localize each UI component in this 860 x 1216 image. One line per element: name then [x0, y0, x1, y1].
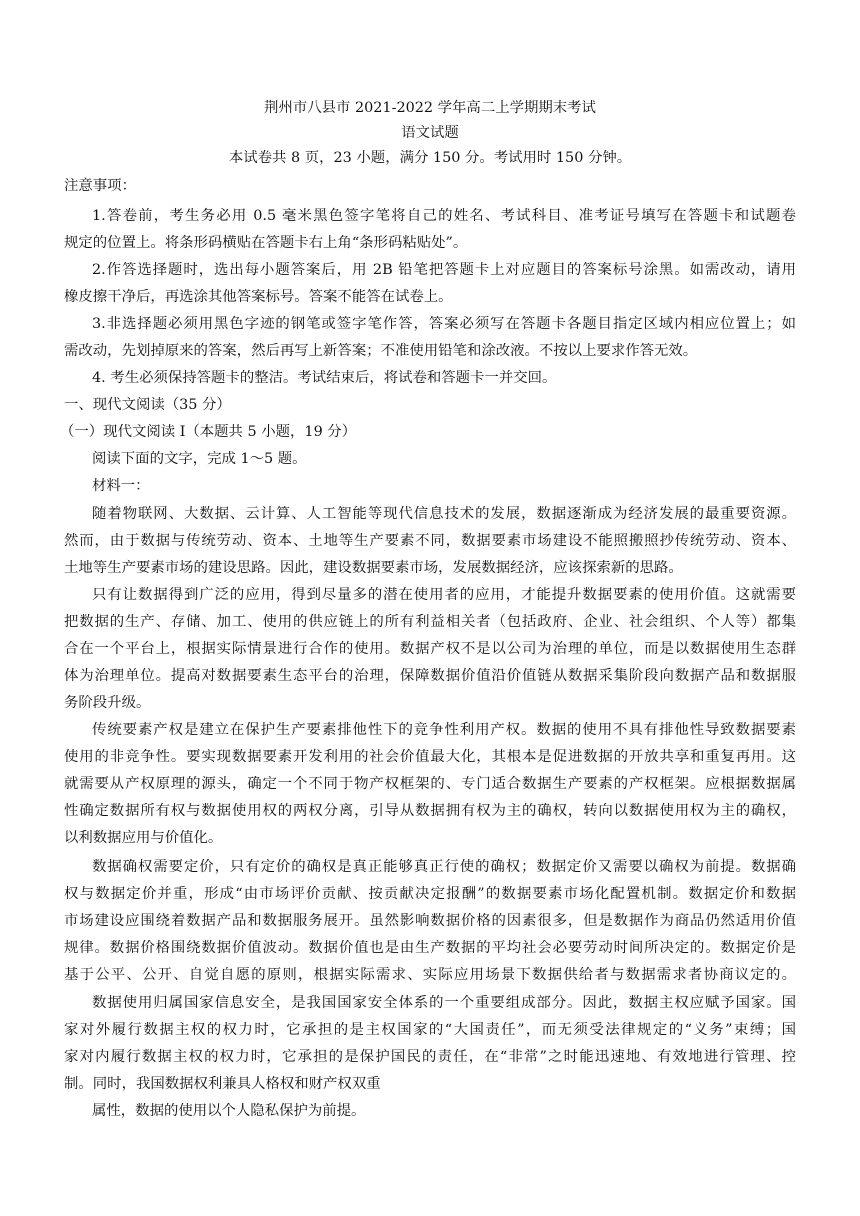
notice-heading: 注意事项：	[64, 178, 136, 194]
passage-line: 以利数据应用与价值化。	[64, 830, 223, 846]
notice-line: 1.答卷前，考生务必用 0.5 毫米黑色签字笔将自己的姓名、考试科目、准考证号填写在答题卡和试题卷	[92, 208, 796, 224]
material-label: 材料一：	[92, 478, 150, 494]
exam-title: 荆州市八县市 2021-2022 学年高二上学期期末考试	[264, 100, 596, 116]
passage-line: 就需要从产权原理的源头，确定一个不同于物产权框架的、专门适合数据生产要素的产权框架。应根据数据属	[64, 776, 796, 792]
passage-line: 市场建设应围绕着数据产品和数据服务展开。虽然影响数据价格的因素很多，但是数据作为商品仍然适用价值	[64, 913, 796, 929]
passage-line: 家对内履行数据主权的权力时，它承担的是保护国民的责任，在“非常”之时能迅速地、有效地进行管理、控	[64, 1049, 796, 1065]
passage-line: 家对外履行数据主权的权力时，它承担的是主权国家的“大国责任”，而无须受法律规定的“义务”束缚；国	[64, 1022, 796, 1038]
passage-line: 规律。数据价格围绕数据价值波动。数据价值也是由生产数据的平均社会必要劳动时间所决定的。数据定价是	[64, 940, 796, 956]
notice-line: 2.作答选择题时，选出每小题答案后，用 2B 铅笔把答题卡上对应题目的答案标号涂黑。如需改动，请用	[92, 262, 796, 278]
subsection-heading: （一）现代文阅读 I（本题共 5 小题，19 分）	[60, 424, 357, 440]
passage-line: 体为治理单位。提高对数据要素生态平台的治理，保障数据价值沿价值链从数据采集阶段向数据产品和数据服	[64, 668, 796, 684]
passage-line: 然而，由于数据与传统劳动、资本、土地等生产要素不同，数据要素市场建设不能照搬照抄传统劳动、资本、	[64, 533, 796, 549]
passage-line: 把数据的生产、存储、加工、使用的供应链上的所有利益相关者（包括政府、企业、社会组织、个人等）都集	[64, 614, 796, 630]
passage-line: 土地等生产要素市场的建设思路。因此，建设数据要素市场，发展数据经济，应该探索新的思路。	[64, 560, 683, 576]
passage-line: 合在一个平台上，根据实际情景进行合作的使用。数据产权不是以公司为治理的单位，而是以数据使用生态群	[64, 641, 796, 657]
passage-line: 数据使用归属国家信息安全，是我国国家安全体系的一个重要组成部分。因此，数据主权应赋予国家。国	[92, 995, 796, 1011]
reading-instruction: 阅读下面的文字，完成 1～5 题。	[92, 451, 307, 467]
notice-line: 橡皮擦干净后，再选涂其他答案标号。答案不能答在试卷上。	[64, 289, 453, 305]
section-heading: 一、现代文阅读（35 分）	[64, 397, 231, 413]
notice-line: 规定的位置上。将条形码横贴在答题卡右上角“条形码粘贴处”。	[64, 235, 468, 251]
passage-line: 属性，数据的使用以个人隐私保护为前提。	[92, 1103, 366, 1119]
passage-line: 使用的非竞争性。要实现数据要素开发利用的社会价值最大化，其根本是促进数据的开放共享和重复再用。这	[64, 749, 796, 765]
passage-line: 只有让数据得到广泛的应用，得到尽量多的潜在使用者的应用，才能提升数据要素的使用价值。这就需要	[92, 587, 796, 603]
passage-line: 制。同时，我国数据权利兼具人格权和财产权双重	[64, 1076, 381, 1092]
passage-line: 基于公平、公开、自觉自愿的原则，根据实际需求、实际应用场景下数据供给者与数据需求者协商议定的。	[64, 967, 796, 983]
notice-line: 3.非选择题必须用黑色字迹的钢笔或签字笔作答，答案必须写在答题卡各题目指定区域内相应位置上；如	[92, 316, 796, 332]
passage-line: 传统要素产权是建立在保护生产要素排他性下的竞争性利用产权。数据的使用不具有排他性导致数据要素	[92, 722, 796, 738]
notice-line: 需改动，先划掉原来的答案，然后再写上新答案；不准使用铅笔和涂改液。不按以上要求作答无效。	[64, 343, 698, 359]
passage-line: 权与数据定价并重，形成“由市场评价贡献、按贡献决定报酬”的数据要素市场化配置机制。数据定价和数据	[64, 886, 796, 902]
passage-line: 数据确权需要定价，只有定价的确权是真正能够真正行使的确权；数据定价又需要以确权为前提。数据确	[92, 859, 796, 875]
passage-line: 随着物联网、大数据、云计算、人工智能等现代信息技术的发展，数据逐渐成为经济发展的最重要资源。	[92, 506, 796, 522]
notice-line: 4. 考生必须保持答题卡的整洁。考试结束后，将试卷和答题卡一并交回。	[92, 370, 557, 386]
exam-info: 本试卷共 8 页，23 小题，满分 150 分。考试用时 150 分钟。	[228, 150, 632, 166]
passage-line: 务阶段升级。	[64, 695, 151, 711]
subject-title: 语文试题	[401, 125, 459, 141]
passage-line: 性确定数据所有权与数据使用权的两权分离，引导从数据拥有权为主的确权，转向以数据使用权为主的确权，	[64, 803, 796, 819]
